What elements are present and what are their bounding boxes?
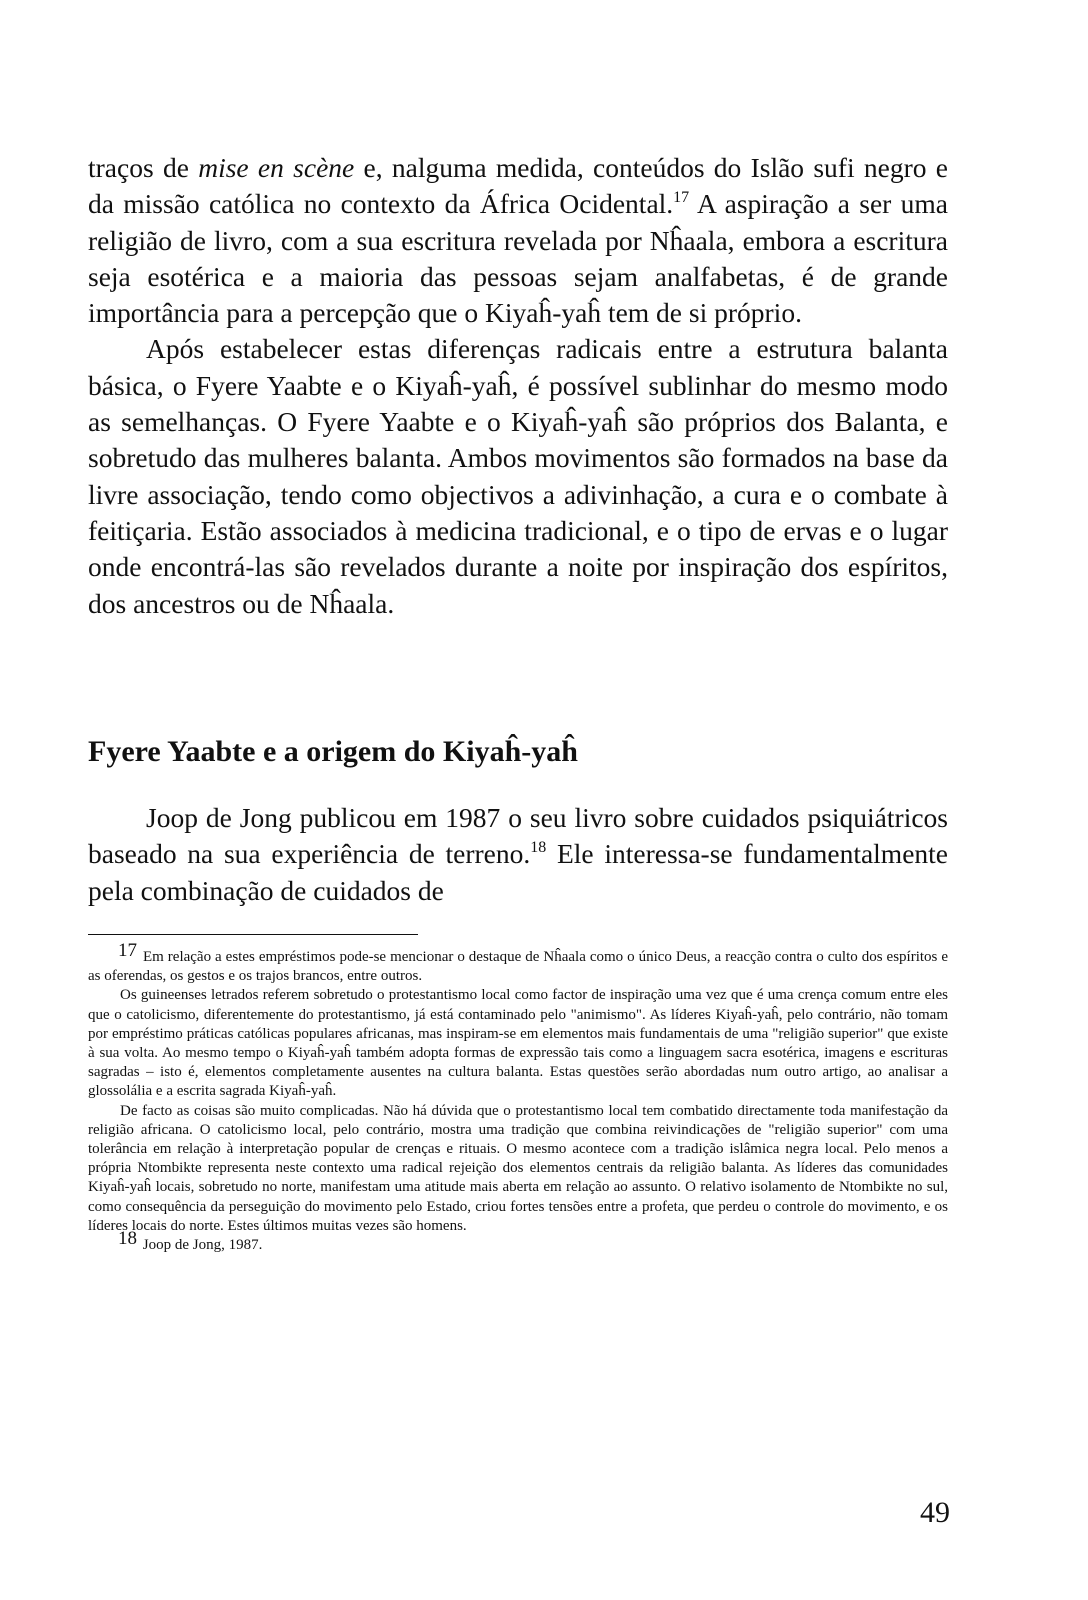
footnote-17-paragraph-2: Os guineenses letrados referem sobretudo o protestantismo local como factor de inspiração uma vez que é uma crença comum entre eles que o catolicismo, diferentemente do protestantismo, já está contaminado pelo "animismo". As líderes Kiyaĥ-yaĥ, pelo contrário, não tomam por empréstimo práticas católicas populares africanas, mas inspiram-se em elementos mais fundamentais de uma "religião superior" que existe à sua volta. Ao mesmo tempo o Kiyaĥ-yaĥ também adopta formas de expressão tais como a linguagem sacra esotérica, imagens e escrituras sagradas – isto é, elementos completamente ausentes na cultura balanta. Estas questões serão abordadas num outro artigo, ao analisar a glossolália e a escrita sagrada Kiyaĥ-yaĥ.: [88, 987, 948, 1100]
footnote-18-mark: 18: [118, 1228, 137, 1250]
italic-phrase: mise en scène: [198, 152, 355, 183]
intro-paragraph-1: traços de mise en scène e, nalguma medida, conteúdos do Islão sufi negro e da missão católica no contexto da África Ocidental.$^{17}$ A aspiração a ser uma religião de livro, com a sua escritura revelada por Nĥaala, embora a escritura seja esotérica e a maioria das pessoas sejam analfabetas, é de grande importância para a percepção que o Kiyaĥ-yaĥ tem de si próprio.: [88, 152, 949, 329]
intro-text: [88, 150, 948, 622]
footnotes: [88, 940, 949, 1255]
section-text: [88, 800, 948, 909]
footnote-18: 18 Joop de Jong, 1987.: [118, 1228, 263, 1254]
footnote-17-paragraph-3: De facto as coisas são muito complicadas. Não há dúvida que o protestantismo local tem combatido directamente toda manifestação da religião africana. O catolicismo local, pelo contrário, mostra uma tradição que combina reivindicações de "religião superior" com uma tolerância em relação à interpretação popular de crenças e rituais. O mesmo acontece com a tradição islâmica negra local. Pelo menos a própria Ntombikte representa neste contexto uma radical rejeição dos elementos centrais da religião balanta. As líderes das comunidades Kiyaĥ-yaĥ locais, sobretudo no norte, manifestam uma atitude mais aberta em relação ao assunto. O relativo isolamento de Ntombikte no sul, como consequência da perseguição do movimento pelo Estado, criou fortes tensões entre a profeta, que perdeu o controle do movimento, e os líderes locais do norte. Estes últimos muitas vezes são homens.: [88, 1102, 948, 1234]
footnote-17-mark: 17: [118, 940, 137, 961]
footnote-ref-18[interactable]: 18: [530, 839, 547, 857]
page-number: 49: [920, 1496, 950, 1529]
intro-paragraph-2: Após estabelecer estas diferenças radicais entre a estrutura balanta básica, o Fyere Yaabte e o Kiyaĥ-yaĥ, é possível sublinhar do mesmo modo as semelhanças. O Fyere Yaabte e o Kiyaĥ-yaĥ são próprios dos Balanta, e sobretudo das mulheres balanta. Ambos movimentos são formados na base da livre associação, tendo como objectivos a adivinhação, a cura e o combate à feitiçaria. Estão associados à medicina tradicional, e o tipo de ervas e o lugar onde encontrá-las são revelados durante a noite por inspiração dos espíritos, dos ancestros ou de Nĥaala.: [88, 333, 948, 619]
section-heading: Fyere Yaabte e a origem do Kiyaĥ-yaĥ: [88, 735, 578, 768]
footnote-divider: [88, 934, 418, 935]
footnote-ref-17[interactable]: 17: [673, 189, 690, 207]
footnote-17: 17 Em relação a estes empréstimos pode-se mencionar o destaque de Nĥaala como o único Deus, a reacção contra o culto dos espíritos e as oferendas, os gestos e os trajos brancos, entre outros.: [88, 940, 949, 985]
section-paragraph-1: Joop de Jong publicou em 1987 o seu livro sobre cuidados psiquiátricos baseado na sua experiência de terreno.$^{18}$ Ele interessa-se fundamentalmente pela combinação de cuidados de: [88, 802, 948, 906]
